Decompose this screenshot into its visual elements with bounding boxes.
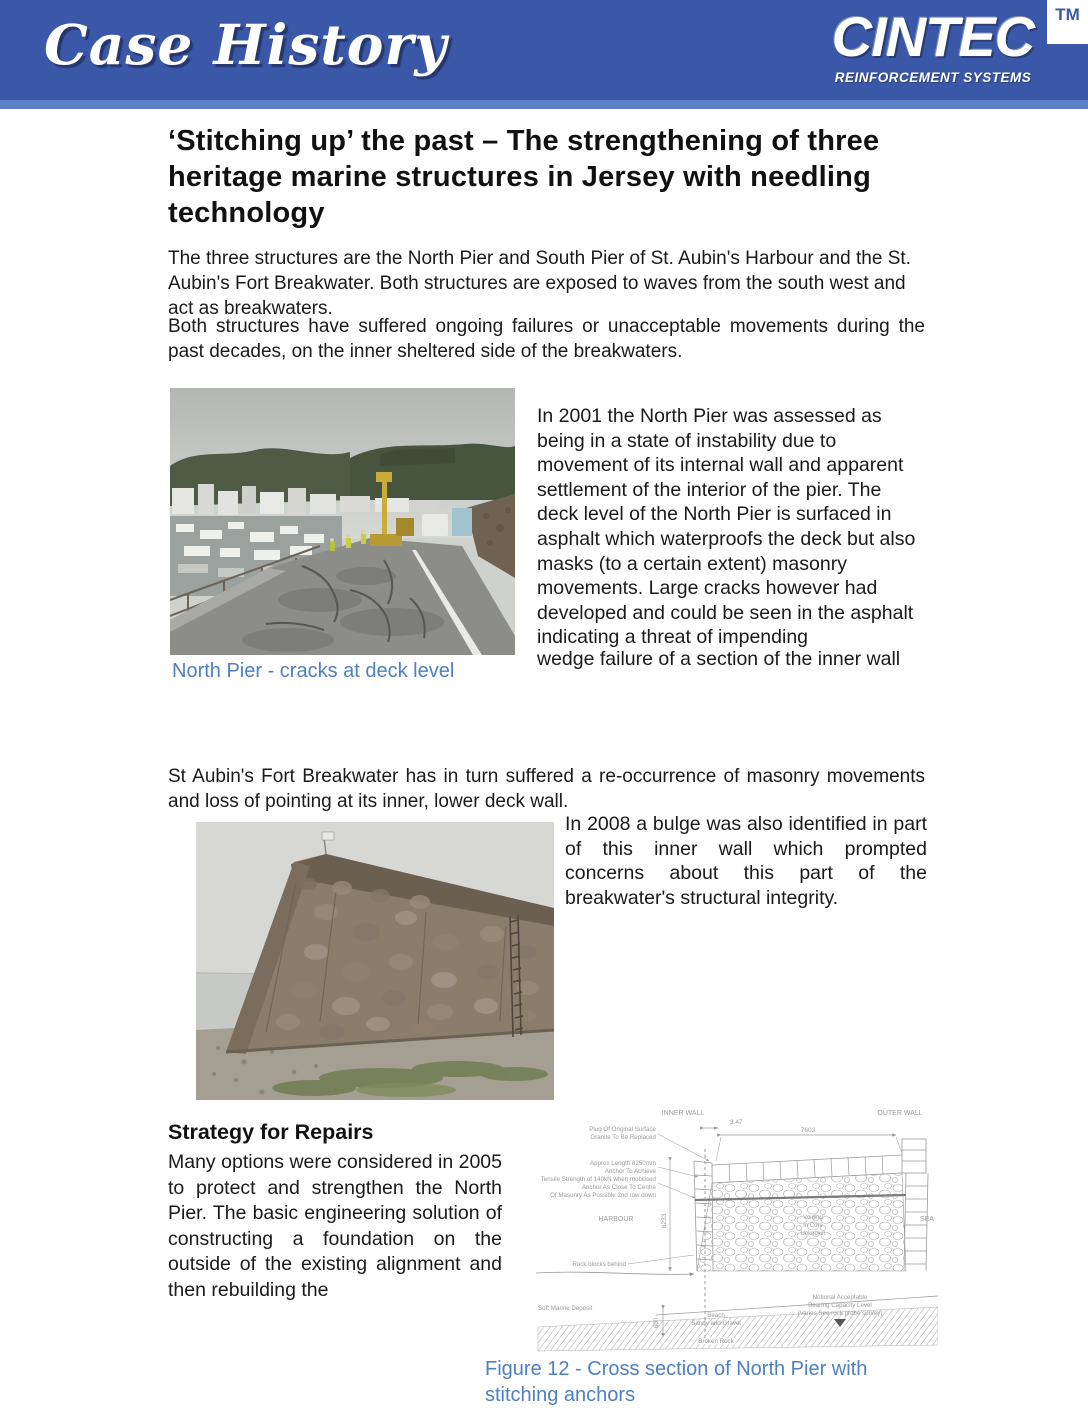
label-beach-1: Beach [707, 1312, 725, 1319]
label-anchor-5: Of Masonry As Possible 2nd row down [550, 1192, 656, 1199]
label-rock-blocks: Rock blocks behind [572, 1261, 626, 1268]
dim-3-47: 3.47 [730, 1119, 743, 1126]
label-voiding-2: In Core [803, 1223, 823, 1229]
trademark-badge [1047, 0, 1088, 44]
body-2001-continuation: wedge failure of a section of the inner wall [537, 648, 901, 670]
label-bearing-2: Bearing Capacity Level [808, 1302, 872, 1309]
dim-7603: 7603 [800, 1127, 816, 1134]
label-voiding-1: Voiding [803, 1215, 823, 1221]
label-plug-1: Plug Of Original Surface [589, 1126, 656, 1133]
body-2008-bulge: In 2008 a bulge was also identified in part of this inner wall which prompted concerns about this part of the breakwater's structural integrity. [565, 813, 927, 909]
cross-section-diagram [508, 1103, 938, 1361]
north-pier-photo-image [170, 388, 515, 655]
intro-paragraph-2: Both structures have suffered ongoing failures or unacceptable movements during the past decades, on the inner sheltered side of the breakwaters. [168, 316, 925, 362]
label-anchor-3: Tensile Strength of 140kN when mobilised [540, 1176, 656, 1183]
brand-logo: CINTEC [831, 5, 1035, 68]
label-plug-2: Granite To Be Replaced [590, 1134, 656, 1141]
intro-paragraph-1: The three structures are the North Pier and South Pier of St. Aubin's Harbour and the St. Aubin's Fort Breakwater. Both structures are exposed to waves from the south west and act as breakwaters. [168, 248, 911, 319]
label-soft-marine: Soft Marine Deposit [538, 1305, 593, 1312]
body-2001-assessment: In 2001 the North Pier was assessed as being in a state of instability due to movement of its internal wall and apparent settlement of the interior of the pier. The deck level of the North Pier is surfaced in asphalt which waterproofs the deck but also masks (to a certain extent) masonry movements. Large cracks however had developed and could be seen in the asphalt indicating a threat of impending [537, 405, 916, 649]
breakwater-photo [196, 822, 554, 1100]
dim-6233: 6233 [661, 1213, 668, 1229]
label-harbour: HARBOUR [598, 1216, 634, 1223]
article-title: ‘Stitching up’ the past – The strengthening of three heritage marine structures in Jersey with needling technology [168, 125, 880, 229]
dim-600: 600 [654, 1317, 660, 1329]
label-bearing-1: Notional Acceptable [812, 1294, 868, 1301]
figure-12-caption: Figure 12 - Cross section of North Pier with stitching anchors [485, 1358, 868, 1406]
label-bearing-3: (Varies See rock probe survey) [797, 1310, 883, 1317]
trademark-text: TM [1055, 5, 1080, 24]
label-beach-2: Sandy and Gravel [691, 1320, 741, 1327]
label-broken-rock: Broken Rock [698, 1338, 734, 1345]
cross-section-drawing [508, 1103, 938, 1361]
strategy-paragraph: Many options were considered in 2005 to protect and strengthen the North Pier. The basic engineering solution of constructing a foundation on the outside of the existing alignment and then rebuilding the [168, 1151, 502, 1301]
brand-tagline: REINFORCEMENT SYSTEMS [834, 70, 1032, 85]
label-anchor-4: Anchor As Close To Centre [581, 1184, 656, 1191]
label-outer-wall: OUTER WALL [877, 1110, 923, 1117]
label-sea: SEA [919, 1216, 935, 1223]
label-anchor-1: Approx Length 8250mm [589, 1160, 656, 1167]
paragraph-st-aubin: St Aubin's Fort Breakwater has in turn suffered a re-occurrence of masonry movements and loss of pointing at its inner, lower deck wall. [168, 766, 925, 812]
label-inner-wall: INNER WALL [661, 1110, 705, 1117]
strategy-heading: Strategy for Repairs [168, 1120, 374, 1144]
page-title: Case History [44, 12, 448, 77]
label-anchor-2: Anchor To Achieve [604, 1168, 656, 1175]
north-pier-photo [170, 388, 515, 655]
header-accent-strip [0, 100, 1088, 109]
breakwater-photo-image [196, 822, 554, 1100]
label-voiding-3: Unknown [800, 1231, 826, 1237]
photo-caption-north-pier: North Pier - cracks at deck level [172, 660, 455, 682]
